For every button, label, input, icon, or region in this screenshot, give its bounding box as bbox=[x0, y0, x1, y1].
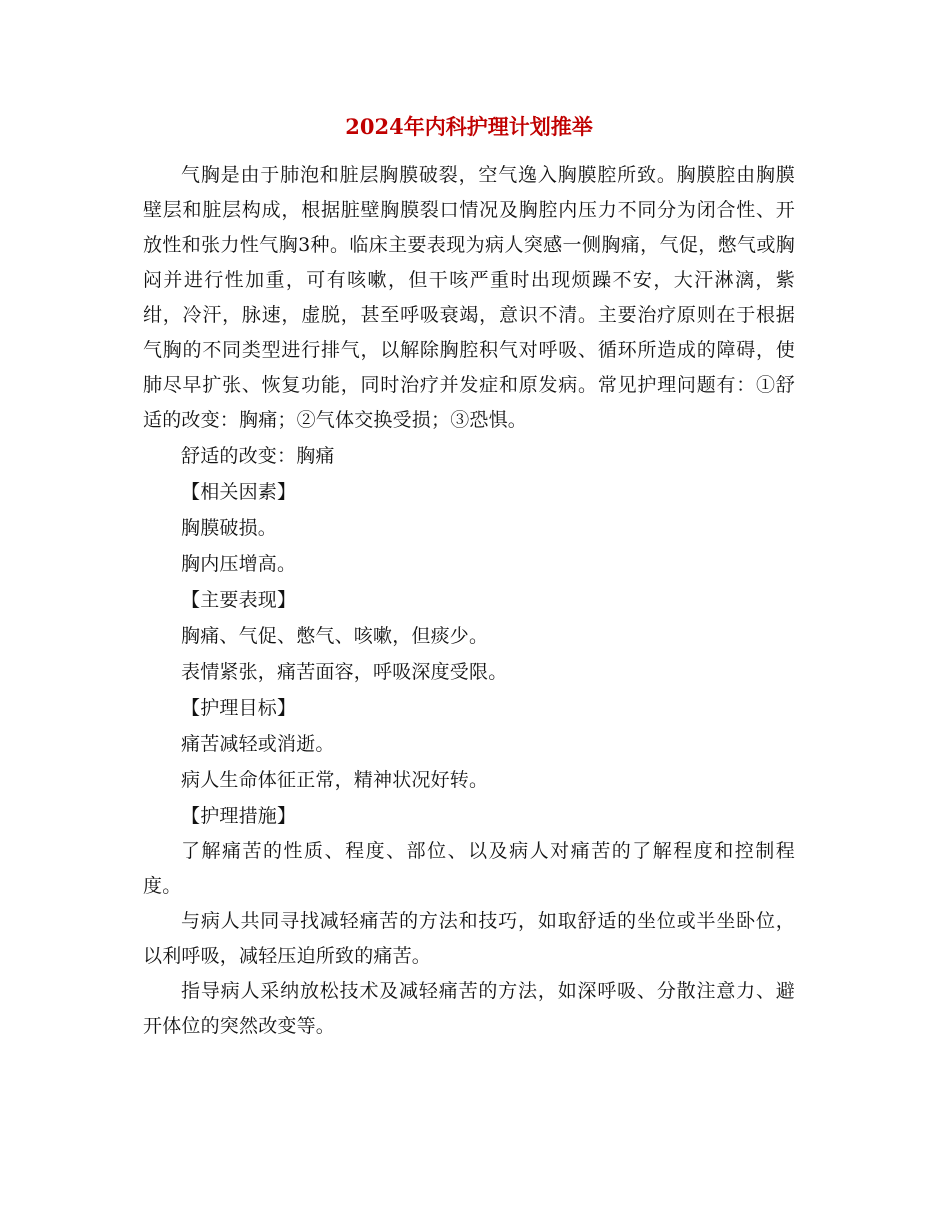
list-item: 与病人共同寻找减轻痛苦的方法和技巧，如取舒适的坐位或半坐卧位，以利呼吸，减轻压迫所致的痛苦。 bbox=[143, 910, 795, 967]
document-title: 2024年内科护理计划推举 bbox=[345, 114, 593, 139]
list-item: 指导病人采纳放松技术及减轻痛苦的方法，如深呼吸、分散注意力、避开体位的突然改变等。 bbox=[143, 980, 795, 1037]
section-heading-nursing-measures: 【护理措施】 bbox=[181, 805, 297, 827]
list-item: 胸内压增高。 bbox=[181, 553, 297, 575]
list-item: 胸痛、气促、憋气、咳嗽，但痰少。 bbox=[181, 625, 489, 647]
list-item: 了解痛苦的性质、程度、部位、以及病人对痛苦的了解程度和控制程度。 bbox=[143, 840, 795, 897]
list-item: 表情紧张，痛苦面容，呼吸深度受限。 bbox=[181, 661, 508, 683]
section-heading-related-factors: 【相关因素】 bbox=[181, 481, 297, 503]
list-item: 痛苦减轻或消逝。 bbox=[181, 733, 335, 755]
list-item: 胸膜破损。 bbox=[181, 517, 278, 539]
list-item: 病人生命体征正常，精神状况好转。 bbox=[181, 769, 489, 791]
section-heading-nursing-goals: 【护理目标】 bbox=[181, 697, 297, 719]
intro-paragraph: 气胸是由于肺泡和脏层胸膜破裂，空气逸入胸膜腔所致。胸膜腔由胸膜壁层和脏层构成，根据脏壁胸膜裂口情况及胸腔内压力不同分为闭合性、开放性和张力性气胸3种。临床主要表现为病人突感一侧胸痛，气促，憋气或胸闷并进行性加重，可有咳嗽，但干咳严重时出现烦躁不安，大汗淋漓，紫绀，冷汗，脉速，虚脱，甚至呼吸衰竭，意识不清。主要治疗原则在于根据气胸的不同类型进行排气，以解除胸腔积气对呼吸、循环所造成的障碍，使肺尽早扩张、恢复功能，同时治疗并发症和原发病。常见护理问题有：①舒适的改变：胸痛；②气体交换受损；③恐惧。 bbox=[143, 164, 795, 431]
problem-heading: 舒适的改变：胸痛 bbox=[181, 445, 335, 467]
section-heading-main-manifestations: 【主要表现】 bbox=[181, 589, 297, 611]
